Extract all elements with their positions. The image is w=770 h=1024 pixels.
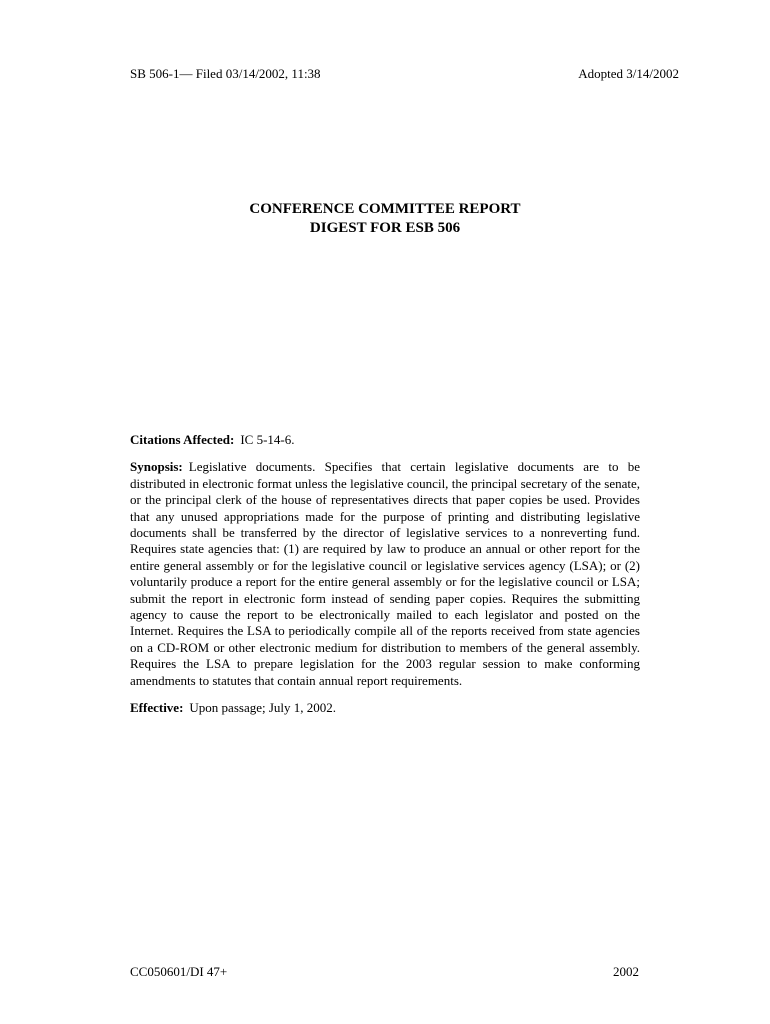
- footer-year: 2002: [613, 964, 639, 979]
- effective-label: Effective:: [130, 700, 184, 716]
- header-filing-info: SB 506-1— Filed 03/14/2002, 11:38: [130, 66, 321, 81]
- synopsis-label: Synopsis:: [130, 459, 183, 475]
- title-line-1: CONFERENCE COMMITTEE REPORT: [249, 201, 521, 217]
- digest-body: [130, 432, 640, 728]
- title-line-2: DIGEST FOR ESB 506: [309, 220, 461, 236]
- synopsis-paragraph: [130, 459, 640, 689]
- report-title: [0, 200, 770, 238]
- footer-document-id: CC050601/DI 47+: [130, 964, 228, 979]
- citations-value: IC 5-14-6.: [240, 432, 295, 447]
- effective-value: Upon passage; July 1, 2002.: [189, 700, 337, 716]
- header-adopted-date: Adopted 3/14/2002: [578, 66, 679, 81]
- citations-label: Citations Affected:: [130, 432, 235, 447]
- effective-paragraph: [130, 700, 640, 716]
- citations-paragraph: [130, 432, 640, 448]
- synopsis-text: Legislative documents. Specifies that certain legislative documents are to be distributed in electronic format unless the legislative council, the principal secretary of the senate, or the principal clerk of the house of representatives directs that paper copies be used. Provides that any unused appropriations made for the purpose of printing and distributing legislative documents shall be transferred by the director of legislative services to a nonreverting fund. Requires state agencies that: (1) are required by law to produce an annual or other report for the entire general assembly or for the legislative council or legislative services agency (LSA); or (2) voluntarily produce a report for the entire general assembly or for the legislative council or LSA; submit the report in electronic form instead of sending paper copies. Requires the submitting agency to cause the report to be electronically mailed to each legislator and posted on the Internet. Requires the LSA to periodically compile all of the reports received from state agencies on a CD-ROM or other electronic medium for distribution to members of the general assembly. Requires the LSA to prepare legislation for the 2003 regular session to make conforming amendments to statutes that contain annual report requirements.: [130, 459, 640, 688]
